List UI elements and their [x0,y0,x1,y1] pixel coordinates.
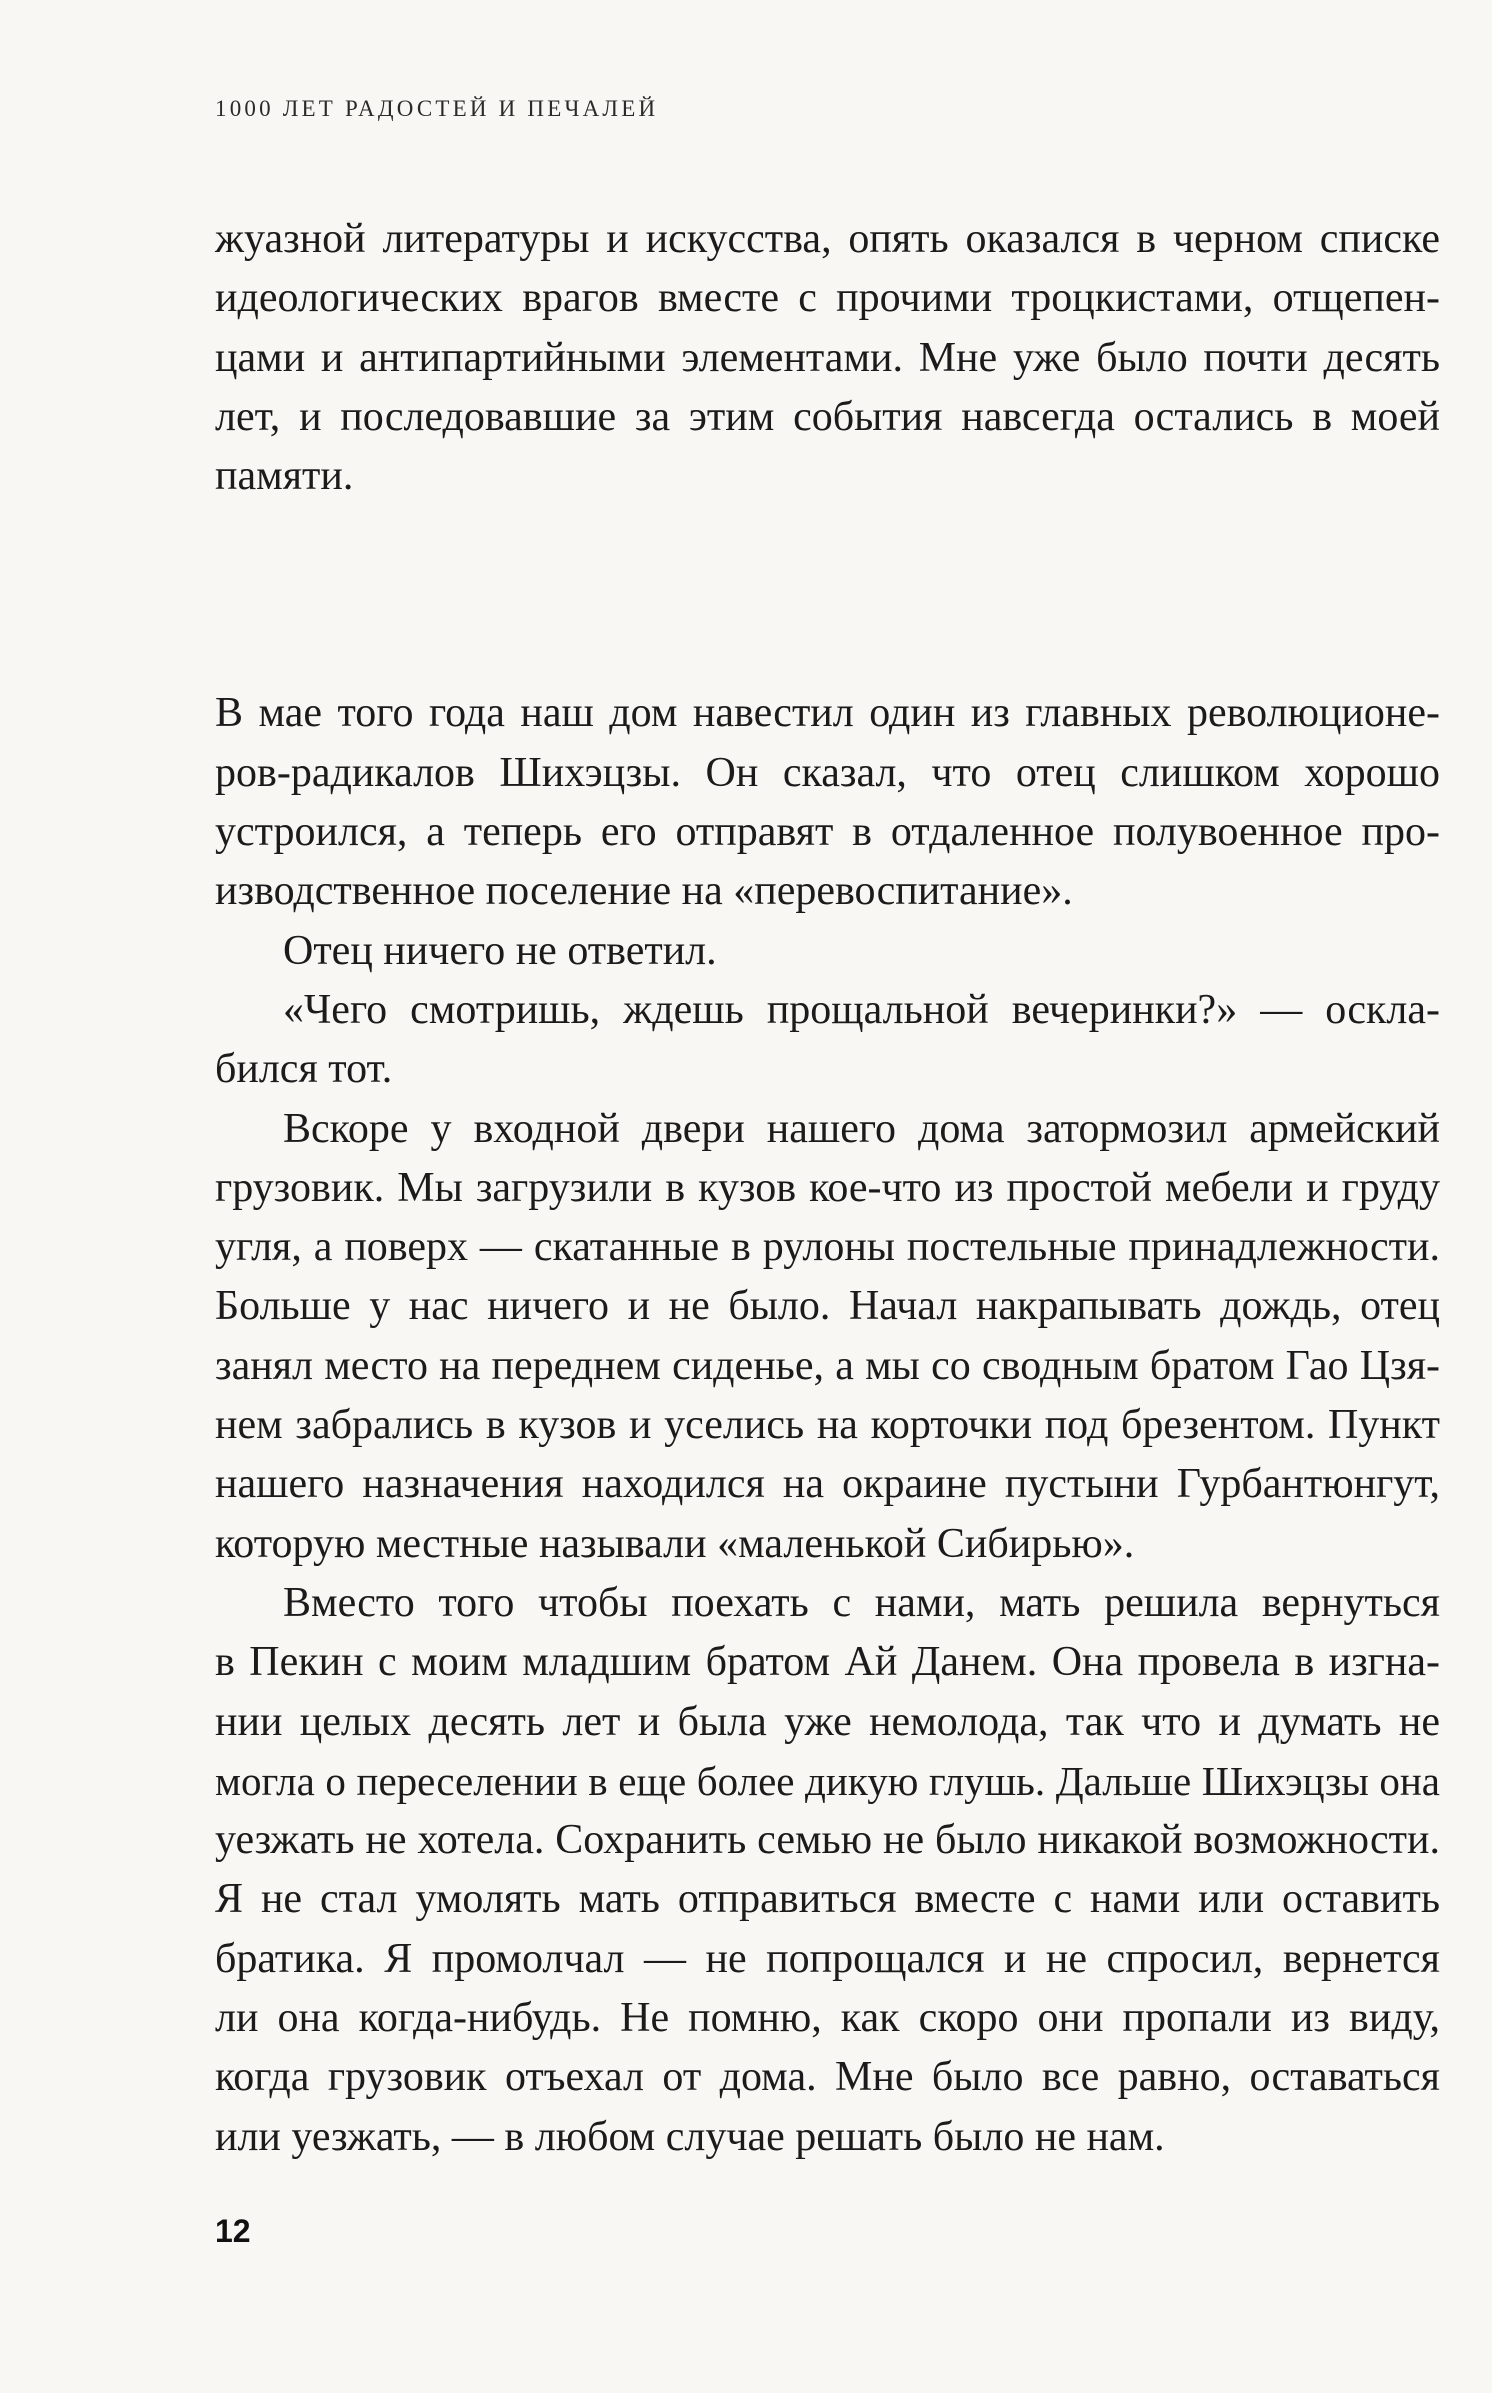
text-line: лет, и последовавшие за этим события навсегда остались в моей [215,393,1440,440]
text-line: нии целых десять лет и была уже немолода, так что и думать не [215,1698,1440,1745]
paragraph [215,981,1440,1100]
text-line: жуазной литературы и искусства, опять оказался в черном списке [215,216,1440,262]
text-line: «Чего смотришь, ждешь прощальной вечеринки?» — оскла- [283,986,1440,1033]
text-line: которую местные называли «маленькой Сибирью». [215,1520,1135,1567]
paragraph [215,210,1440,506]
text-line: Больше у нас ничего и не было. Начал накрапывать дождь, отец [215,1283,1440,1330]
text-line: идеологических врагов вместе с прочими троцкистами, отщепен- [215,275,1440,322]
paragraph [215,684,1440,921]
text-line: уезжать не хотела. Сохранить семью не было никакой возможности. [215,1817,1440,1864]
text-line: грузовик. Мы загрузили в кузов кое-что из простой мебели и груду [215,1164,1440,1211]
text-line: устроился, а теперь его отправят в отдаленное полувоенное про- [215,809,1440,856]
paragraph [215,1100,1440,1574]
text-line: Я не стал умолять мать отправиться вместе с нами или оставить [215,1876,1440,1923]
text-line: когда грузовик отъехал от дома. Мне было все равно, оставаться [215,2054,1440,2101]
text-line: В мае того года наш дом навестил один из главных революционе- [215,690,1440,737]
text-line: в Пекин с моим младшим братом Ай Данем. Она провела в изгна- [215,1639,1440,1686]
text-line: ли она когда-нибудь. Не помню, как скоро они пропали из виду, [215,1995,1440,2042]
text-line: нем забрались в кузов и уселись на корточки под брезентом. Пункт [215,1402,1440,1449]
text-line: цами и антипартийными элементами. Мне уже было почти десять [215,334,1440,381]
text-line: Вместо того чтобы поехать с нами, мать решила вернуться [283,1579,1440,1626]
page-number: 12 [215,2213,251,2249]
body-text [215,210,1440,2167]
text-line: ров-радикалов Шихэцзы. Он сказал, что отец слишком хорошо [215,749,1440,796]
text-line: или уезжать, — в любом случае решать было не нам. [215,2113,1165,2160]
text-line: Отец ничего не ответил. [283,927,717,974]
section-break [215,506,1440,684]
paragraph [215,1574,1440,2167]
text-line: занял место на переднем сиденье, а мы со сводным братом Гао Цзя- [215,1342,1440,1389]
text-line: памяти. [215,453,354,500]
text-line: изводственное поселение на «перевоспитание». [215,868,1073,915]
text-line: угля, а поверх — скатанные в рулоны постельные принадлежности. [215,1224,1440,1271]
paragraph [215,922,1440,981]
running-head: 1000 ЛЕТ РАДОСТЕЙ И ПЕЧАЛЕЙ [215,96,659,121]
text-line: могла о переселении в еще более дикую глушь. Дальше Шихэцзы она [215,1757,1440,1804]
text-line: братика. Я промолчал — не попрощался и не спросил, вернется [215,1935,1440,1982]
text-line: Вскоре у входной двери нашего дома затормозил армейский [283,1105,1440,1152]
text-line: нашего назначения находился на окраине пустыни Гурбантюнгут, [215,1461,1440,1508]
text-line: бился тот. [215,1046,393,1093]
